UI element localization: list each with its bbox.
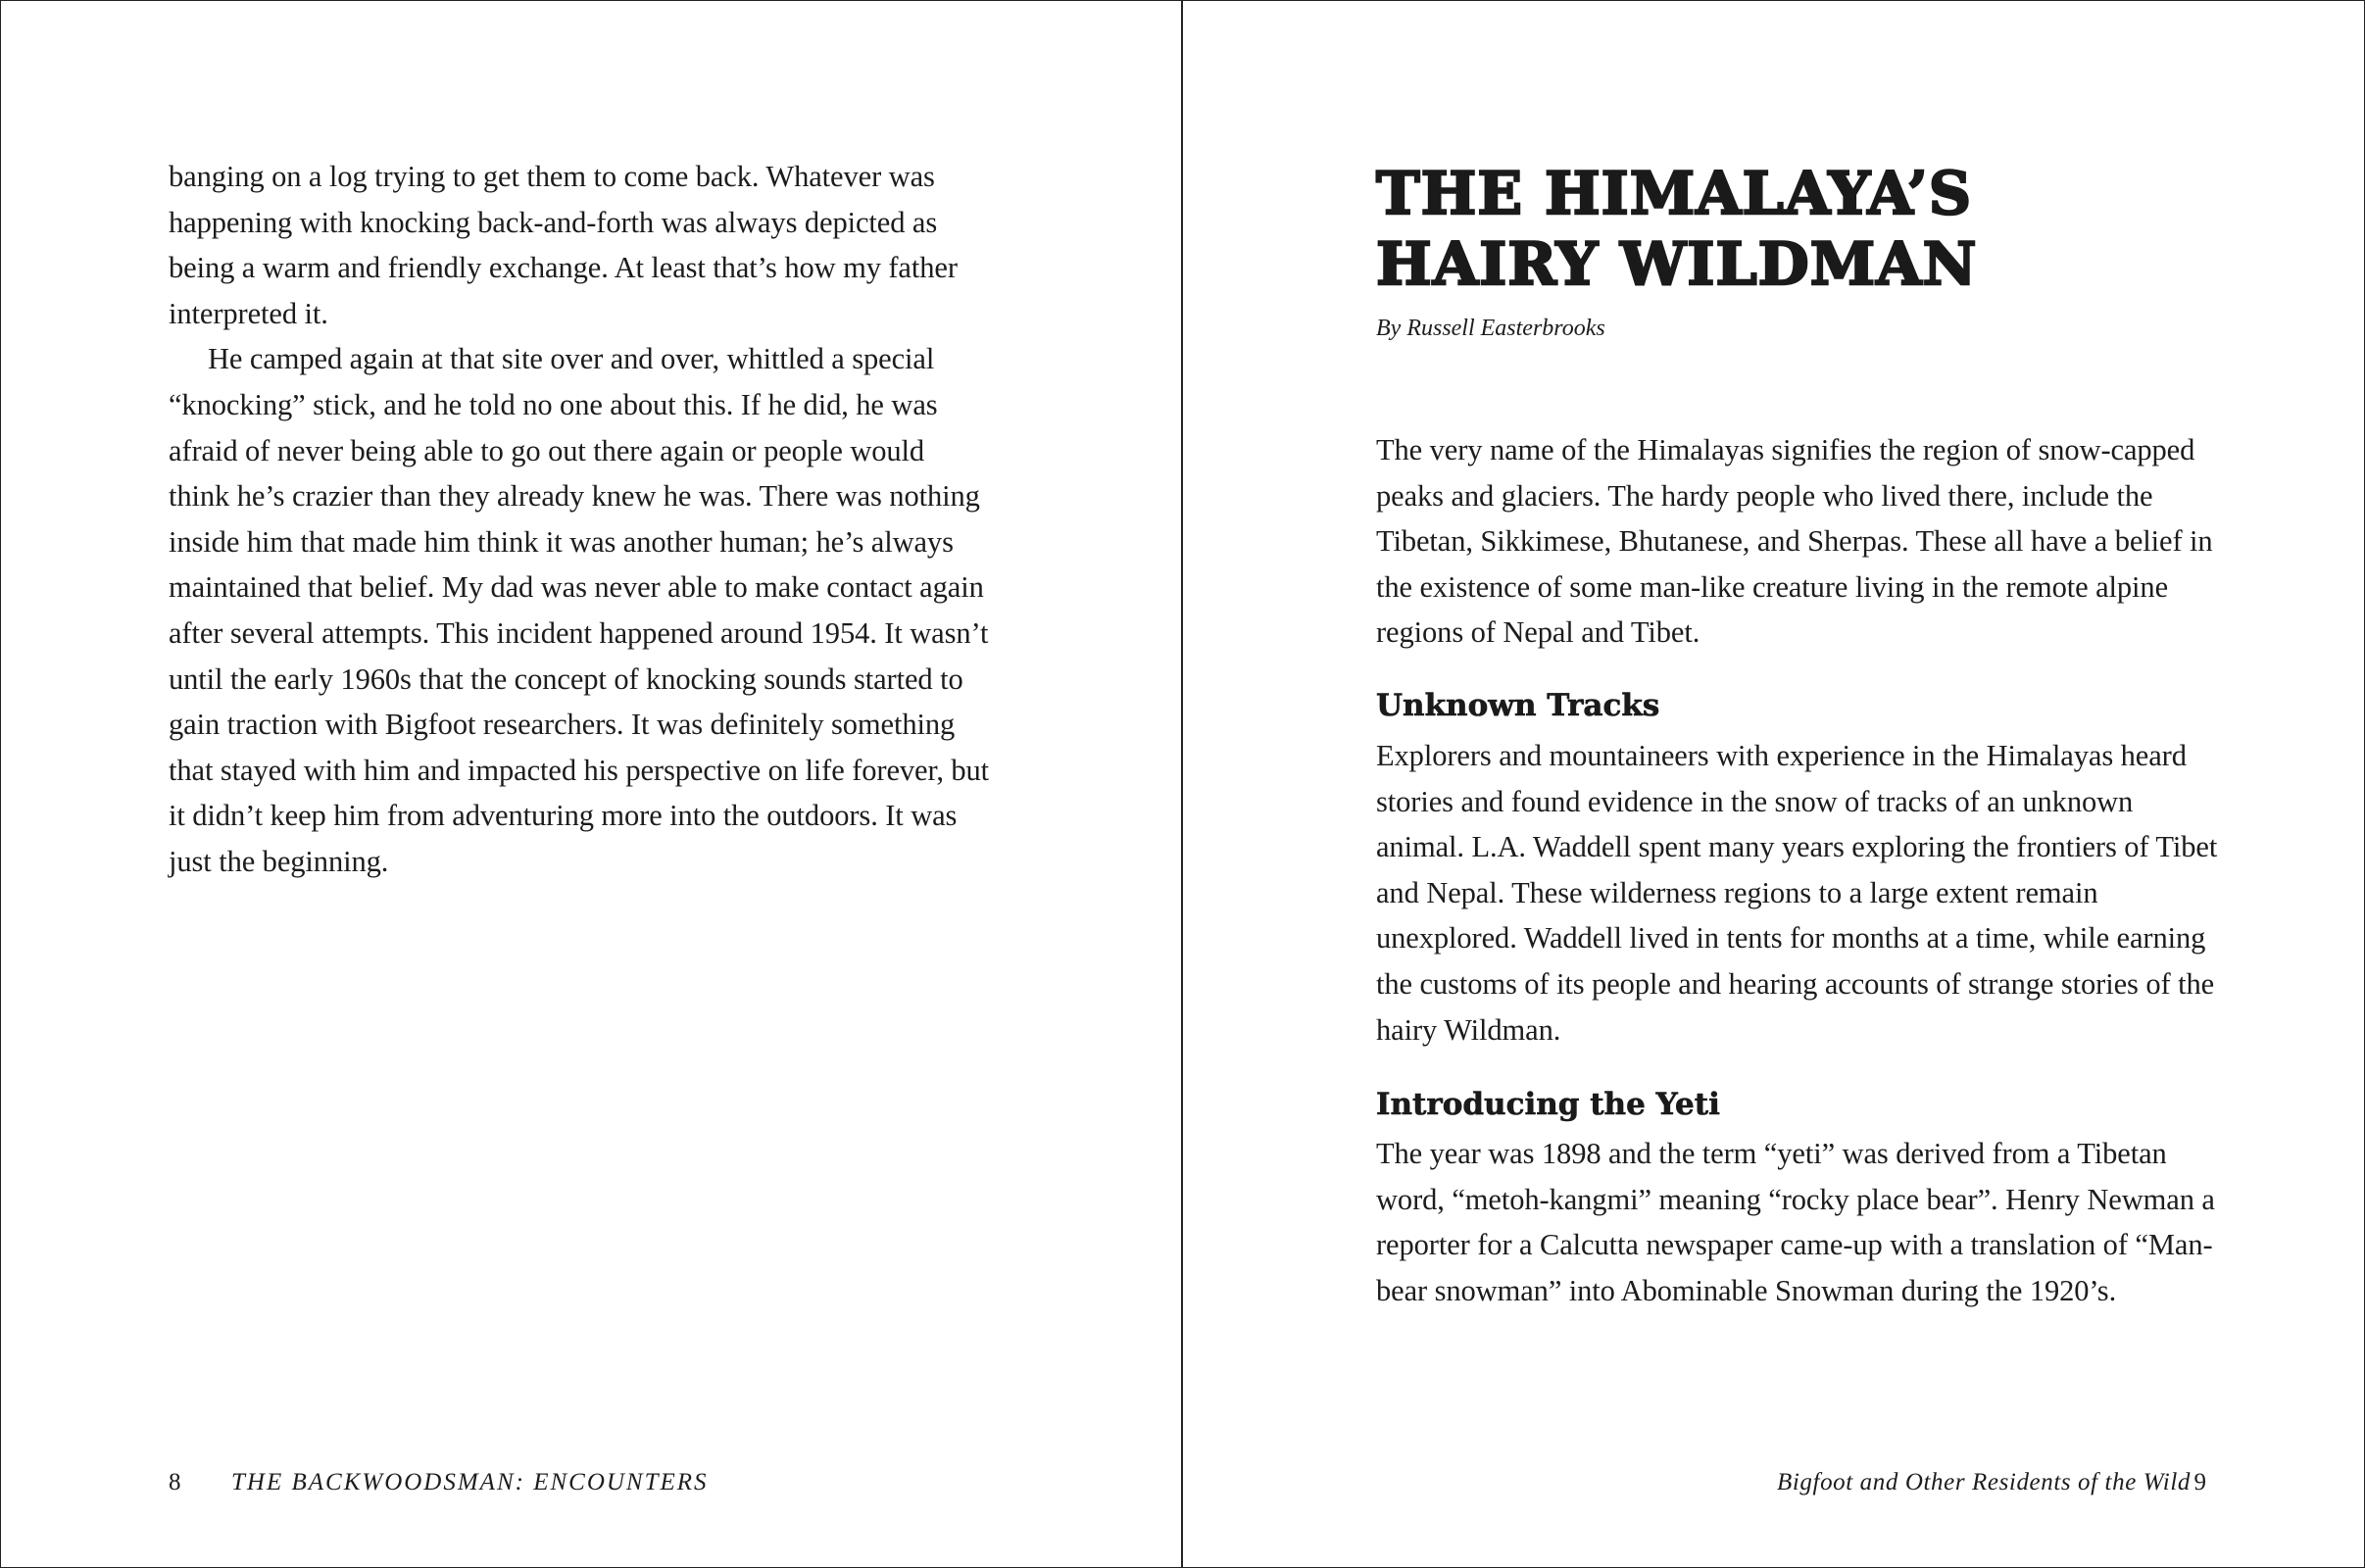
section-unknown-tracks-text: Explorers and mountaineers with experience in the Himalayas heard stories and found evidence in the snow of tracks of an unknown animal. L.A. Waddell spent many years exploring the frontiers of Tibet and Nepal. These wilderness regions to a large extent remain unexplored. Waddell lived in tents for months at a time, while earning the customs of its people and hearing accounts of strange stories of the hairy Wildman. xyxy=(1376,739,2218,1047)
section-heading-unknown-tracks: Unknown Tracks xyxy=(1376,688,1660,723)
section-unknown-tracks xyxy=(1376,733,2219,1053)
left-paragraph-2: He camped again at that site over and over, whittled a special “knocking” stick, and he told no one about this. If he did, he was afraid of never being able to go out there again or people would think he’s crazier than they already knew he was. There was nothing inside him that made him think it was another human; he’s always maintained that belief. My dad was never able to make contact again after several attempts. This incident happened around 1954. It wasn’t until the early 1960s that the concept of knocking sounds started to gain traction with Bigfoot researchers. It was definitely something that stayed with him and impacted his perspective on life forever, but it didn’t keep him from adventuring more into the outdoors. It was just the beginning. xyxy=(169,342,990,878)
section-introducing-yeti-text: The year was 1898 and the term “yeti” was derived from a Tibetan word, “metoh-kangmi” meaning “rocky place bear”. Henry Newman a reporter for a Calcutta newspaper came-up with a translation of “Man-bear snowman” into Abominable Snowman during the 1920’s. xyxy=(1376,1137,2215,1307)
right-page-number: 9 xyxy=(2193,1469,2206,1495)
section-introducing-yeti xyxy=(1376,1131,2219,1313)
intro-text: The very name of the Himalayas signifies the region of snow-capped peaks and glaciers. The hardy people who lived there, include the Tibetan, Sikkimese, Bhutanese, and Sherpas. These all have a belief in the existence of some man-like creature living in the remote alpine regions of Nepal and Tibet. xyxy=(1376,433,2213,650)
right-running-head: Bigfoot and Other Residents of the Wild xyxy=(1777,1469,2191,1495)
left-page xyxy=(0,0,1181,1568)
section-heading-introducing-yeti: Introducing the Yeti xyxy=(1376,1087,1720,1122)
byline: By Russell Easterbrooks xyxy=(1376,316,1605,341)
chapter-title xyxy=(1376,159,2258,300)
chapter-title-line-2: HAIRY WILDMAN xyxy=(1376,230,1978,299)
right-page xyxy=(1183,0,2365,1568)
left-running-head: THE BACKWOODSMAN: ENCOUNTERS xyxy=(231,1469,709,1495)
left-paragraph-1: banging on a log trying to get them to come back. Whatever was happening with knocking back-and-forth was always depicted as being a warm and friendly exchange. At least that’s how my father interpreted it. xyxy=(169,160,958,330)
left-page-body xyxy=(169,154,992,885)
chapter-title-line-1: THE HIMALAYA’S xyxy=(1376,160,1973,228)
left-page-number: 8 xyxy=(169,1469,181,1495)
intro-paragraph xyxy=(1376,427,2219,656)
